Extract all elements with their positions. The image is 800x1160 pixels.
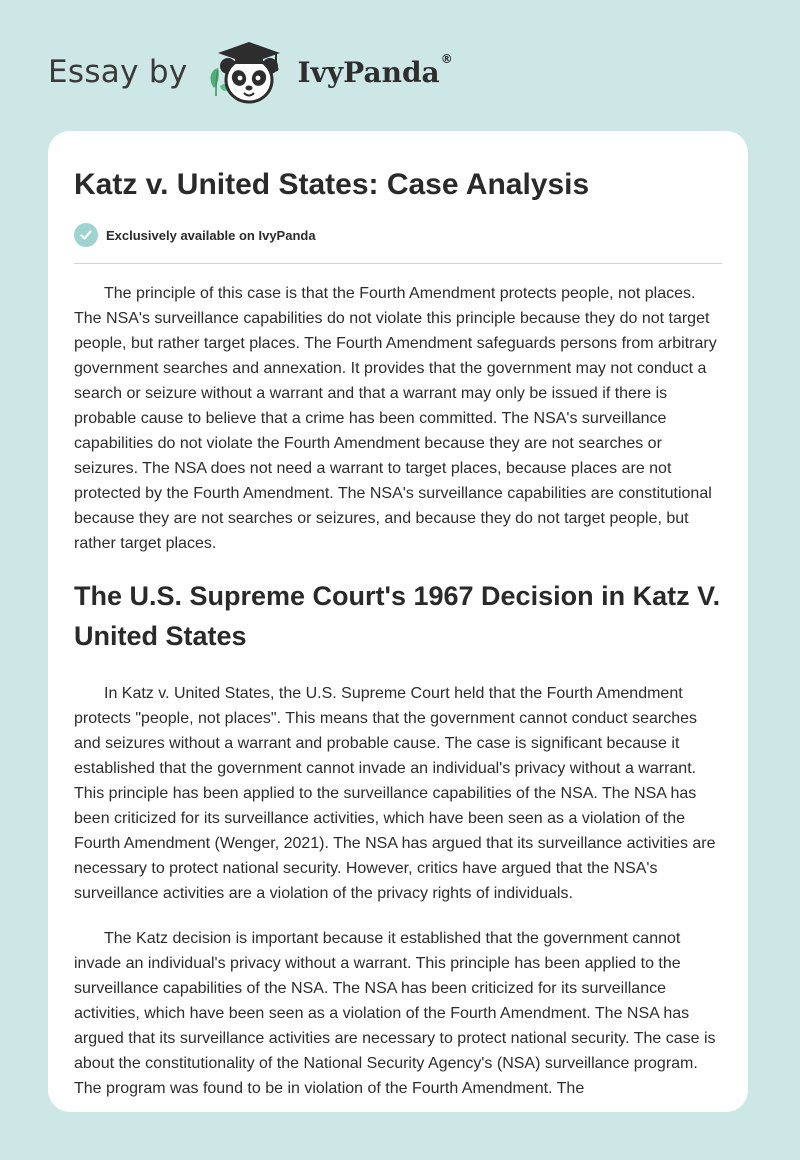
essay-card [48, 131, 748, 1112]
paragraph-1: The principle of this case is that the Fourth Amendment protects people, not places. The NSA's surveillance capabilities do not violate this principle because they do not target people, but rather target places. The Fourth Amendment safeguards persons from arbitrary government searches and annexation. It provides that the government may not conduct a search or seizure without a warrant and that a warrant may only be issued if there is probable cause to believe that a crime has been committed. The NSA's surveillance capabilities do not violate the Fourth Amendment because they are not searches or seizures. The NSA does not need a warrant to target places, because places are not protected by the Fourth Amendment. The NSA's surveillance capabilities are constitutional because they are not searches or seizures, and because they do not target people, but rather target places. [74, 285, 717, 552]
site-header-brand[interactable] [48, 36, 453, 108]
essay-title: Katz v. United States: Case Analysis [74, 168, 590, 201]
section-heading: The U.S. Supreme Court's 1967 Decision in Katz V. United States [74, 581, 721, 651]
exclusive-label: Exclusively available on IvyPanda [106, 227, 316, 243]
brand-name-text: IvyPanda [297, 55, 440, 89]
brand-name [297, 51, 453, 89]
registered-mark: ® [440, 51, 453, 66]
paragraph-2: In Katz v. United States, the U.S. Supreme Court held that the Fourth Amendment protects "people, not places". This means that the government cannot conduct searches and seizures without a warrant and probable cause. The case is significant because it established that the government cannot invade an individual's privacy without a warrant. This principle has been applied to the surveillance capabilities of the NSA. The NSA has been criticized for its surveillance activities, which have been seen as a violation of the Fourth Amendment (Wenger, 2021). The NSA has argued that its surveillance activities are necessary to protect national security. However, critics have argued that the NSA's surveillance activities are a violation of the privacy rights of individuals. [74, 685, 716, 902]
brand-prefix: Essay by [48, 54, 188, 90]
check-circle-icon [74, 223, 98, 247]
paragraph-3: The Katz decision is important because it established that the government cannot invade an individual's privacy without a warrant. This principle has been applied to the surveillance capabilities of the NSA. The NSA has been criticized for its surveillance activities, which have been seen as a violation of the Fourth Amendment. The NSA has argued that its surveillance activities are necessary to protect national security. The case is about the constitutionality of the National Security Agency's (NSA) surveillance program. The program was found to be in violation of the Fourth Amendment. The [74, 930, 716, 1097]
panda-logo-icon [204, 36, 290, 108]
exclusive-badge [74, 221, 722, 249]
divider [74, 263, 722, 264]
